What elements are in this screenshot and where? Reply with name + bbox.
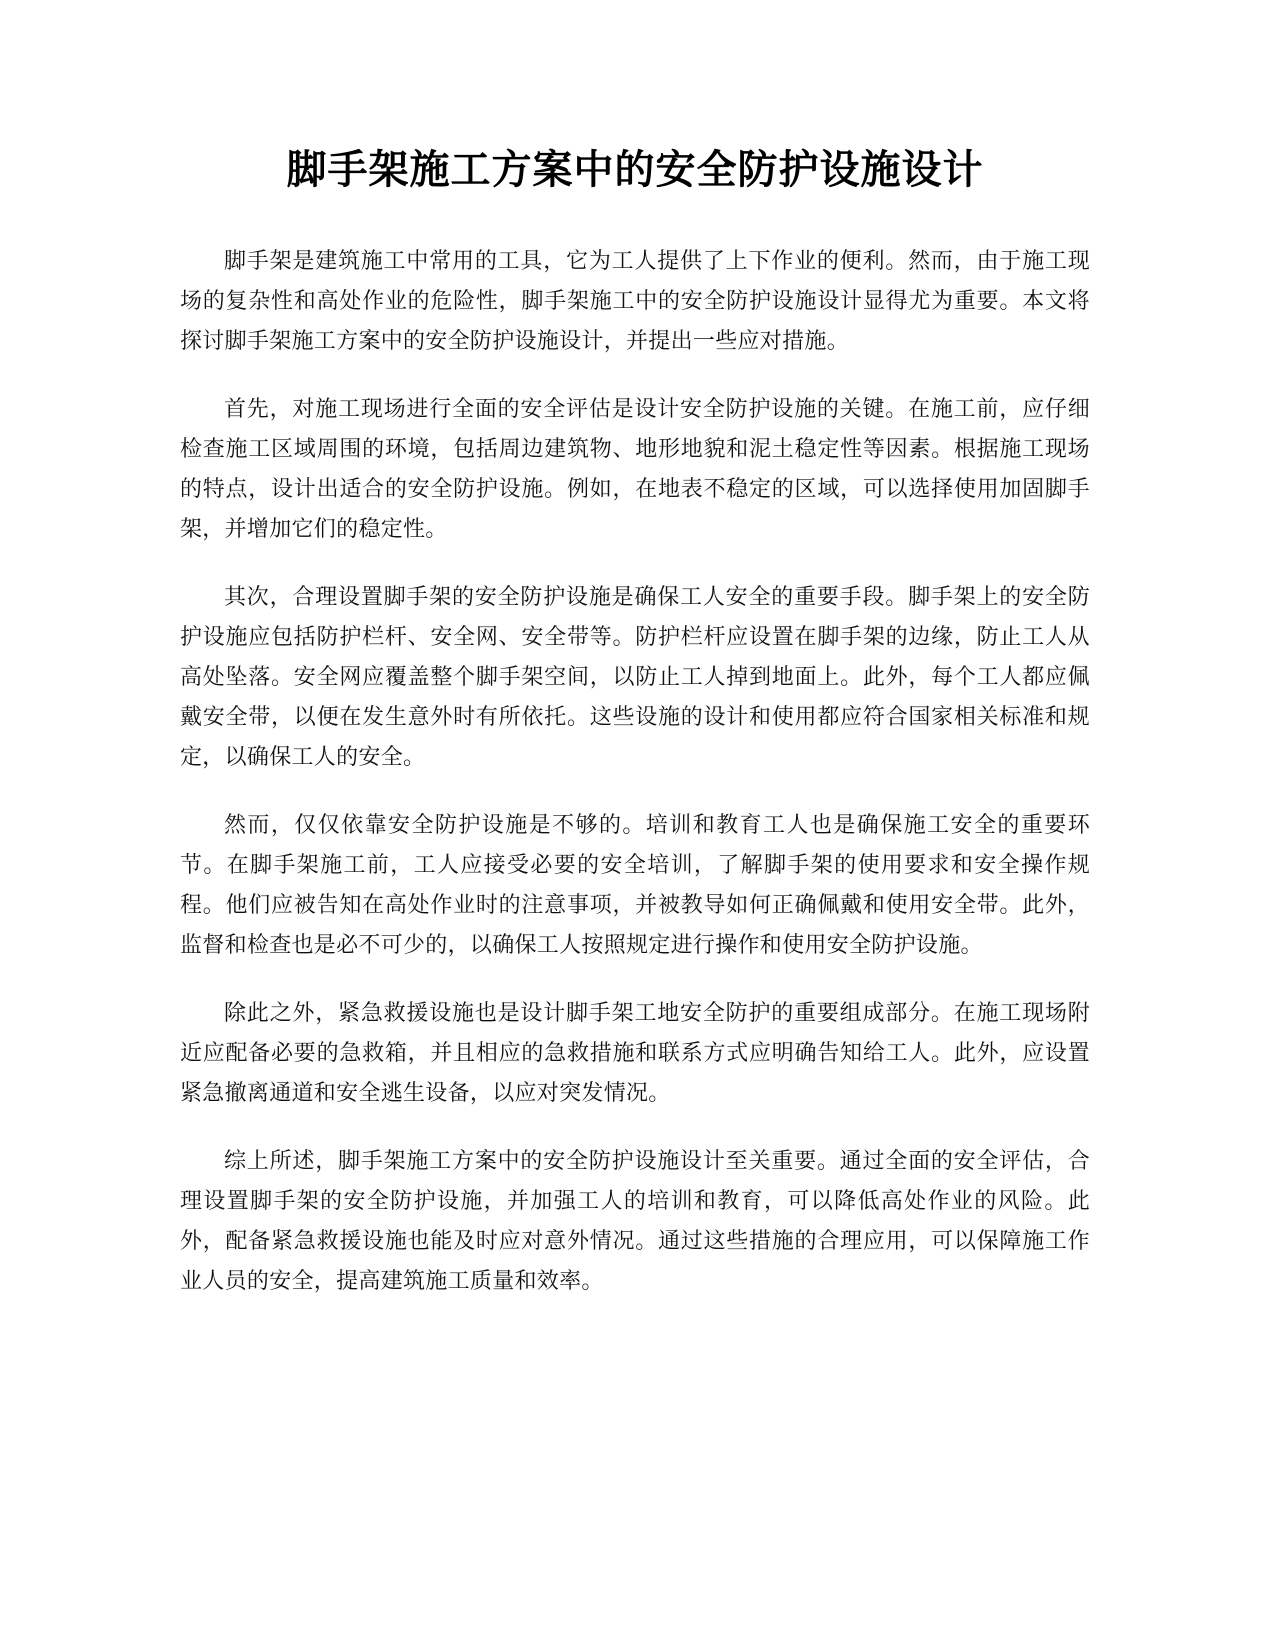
paragraph-conclusion: 综上所述，脚手架施工方案中的安全防护设施设计至关重要。通过全面的安全评估，合理设置脚手架的安全防护设施，并加强工人的培训和教育，可以降低高处作业的风险。此外，配备紧急救援设施也能及时应对意外情况。通过这些措施的合理应用，可以保障施工作业人员的安全，提高建筑施工质量和效率。 <box>180 1149 1090 1294</box>
document-title: 脚手架施工方案中的安全防护设施设计 <box>286 147 984 193</box>
paragraph-emergency-rescue: 除此之外，紧急救援设施也是设计脚手架工地安全防护的重要组成部分。在施工现场附近应配备必要的急救箱，并且相应的急救措施和联系方式应明确告知给工人。此外，应设置紧急撤离通道和安全逃生设备，以应对突发情况。 <box>180 1001 1090 1106</box>
document-page <box>180 140 1090 1330</box>
paragraph-training: 然而，仅仅依靠安全防护设施是不够的。培训和教育工人也是确保施工安全的重要环节。在脚手架施工前，工人应接受必要的安全培训，了解脚手架的使用要求和安全操作规程。他们应被告知在高处作业时的注意事项，并被教导如何正确佩戴和使用安全带。此外，监督和检查也是必不可少的，以确保工人按照规定进行操作和使用安全防护设施。 <box>180 813 1090 958</box>
paragraph-intro: 脚手架是建筑施工中常用的工具，它为工人提供了上下作业的便利。然而，由于施工现场的复杂性和高处作业的危险性，脚手架施工中的安全防护设施设计显得尤为重要。本文将探讨脚手架施工方案中的安全防护设施设计，并提出一些应对措施。 <box>180 249 1090 354</box>
paragraph-protective-facilities: 其次，合理设置脚手架的安全防护设施是确保工人安全的重要手段。脚手架上的安全防护设施应包括防护栏杆、安全网、安全带等。防护栏杆应设置在脚手架的边缘，防止工人从高处坠落。安全网应覆盖整个脚手架空间，以防止工人掉到地面上。此外，每个工人都应佩戴安全带，以便在发生意外时有所依托。这些设施的设计和使用都应符合国家相关标准和规定，以确保工人的安全。 <box>180 585 1090 770</box>
paragraph-safety-assessment: 首先，对施工现场进行全面的安全评估是设计安全防护设施的关键。在施工前，应仔细检查施工区域周围的环境，包括周边建筑物、地形地貌和泥土稳定性等因素。根据施工现场的特点，设计出适合的安全防护设施。例如，在地表不稳定的区域，可以选择使用加固脚手架，并增加它们的稳定性。 <box>180 397 1090 542</box>
